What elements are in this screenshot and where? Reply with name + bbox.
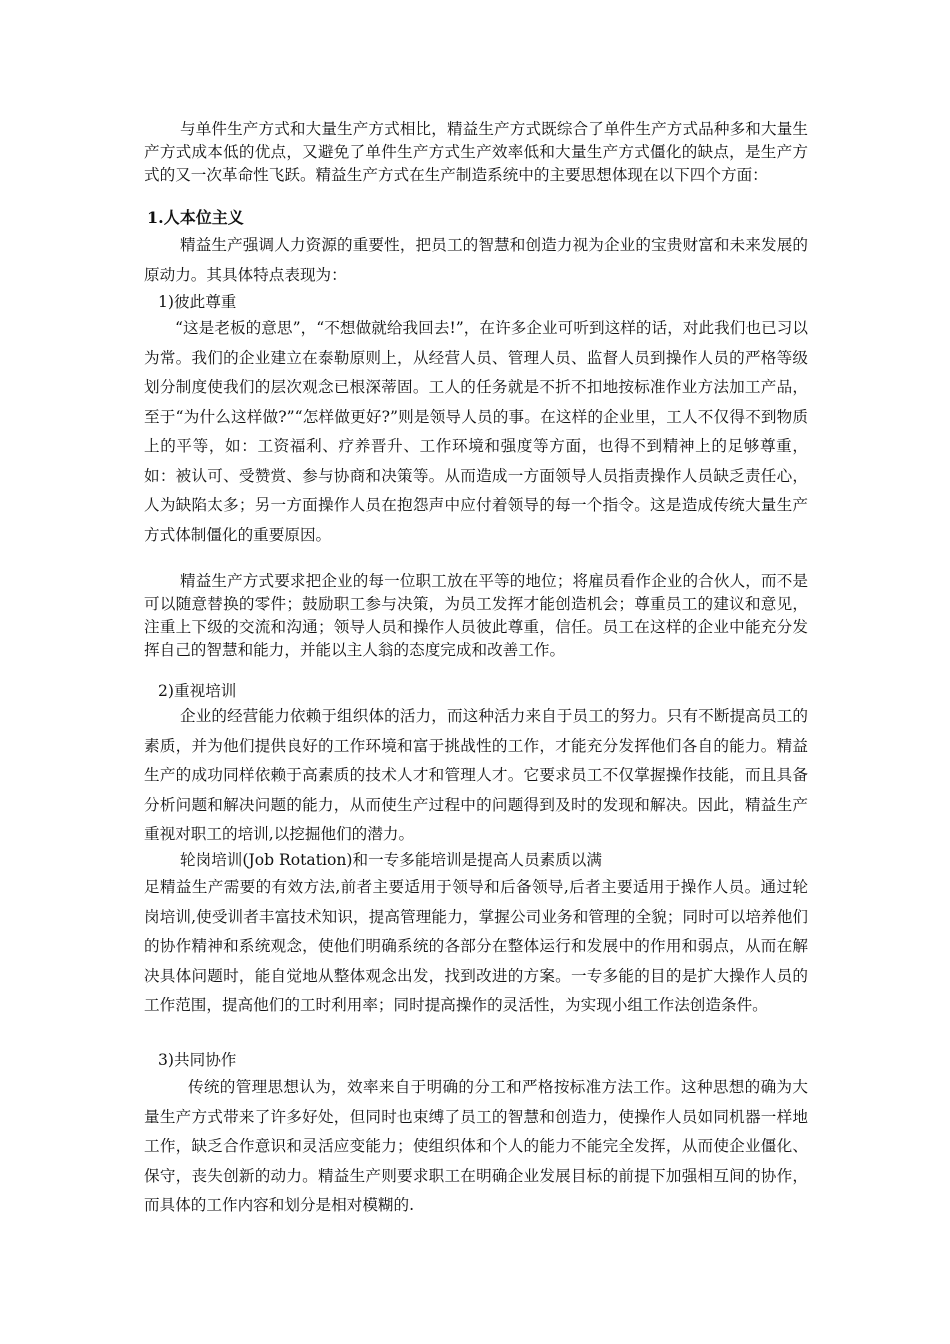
section-heading: 1.人本位主义	[147, 208, 244, 227]
section-intro-paragraph: 精益生产强调人力资源的重要性，把员工的智慧和创造力视为企业的宝贵财富和未来发展的原动力。其具体特点表现为：	[144, 236, 808, 284]
intro-paragraph: 与单件生产方式和大量生产方式相比，精益生产方式既综合了单件生产方式品种多和大量生产方式成本低的优点，又避免了单件生产方式生产效率低和大量生产方式僵化的缺点，是生产方式的又一次革命性飞跃。精益生产方式在生产制造系统中的主要思想体现在以下四个方面：	[144, 120, 808, 184]
subsection-heading: 1)彼此尊重	[158, 293, 237, 311]
body-paragraph: 足精益生产需要的有效方法,前者主要适用于领导和后备领导,后者主要适用于操作人员。通过轮岗培训,使受训者丰富技术知识，提高管理能力，掌握公司业务和管理的全貌；同时可以培养他们的协作精神和系统观念，使他们明确系统的各部分在整体运行和发展中的作用和弱点，从而在解决具体问题时，能自觉地从整体观念出发，找到改进的方案。一专多能的目的是扩大操作人员的工作范围，提高他们的工时利用率；同时提高操作的灵活性，为实现小组工作法创造条件。	[144, 878, 808, 1014]
subsection-heading: 2)重视培训	[158, 682, 237, 700]
body-paragraph: 精益生产方式要求把企业的每一位职工放在平等的地位；将雇员看作企业的合伙人，而不是可以随意替换的零件；鼓励职工参与决策，为员工发挥才能创造机会；尊重员工的建议和意见，注重上下级的交流和沟通；领导人员和操作人员彼此尊重，信任。员工在这样的企业中能充分发挥自己的智慧和能力，并能以主人翁的态度完成和改善工作。	[144, 572, 808, 659]
body-paragraph: “这是老板的意思”，“不想做就给我回去!”，在许多企业可听到这样的话，对此我们也已习以为常。我们的企业建立在泰勒原则上，从经营人员、管理人员、监督人员到操作人员的严格等级划分制度使我们的层次观念已根深蒂固。工人的任务就是不折不扣地按标准作业方法加工产品，至于“为什么这样做?”“怎样做更好?”则是领导人员的事。在这样的企业里，工人不仅得不到物质上的平等，如：工资福利、疗养晋升、工作环境和强度等方面，也得不到精神上的足够尊重，如：被认可、受赞赏、参与协商和决策等。从而造成一方面领导人员指责操作人员缺乏责任心，人为缺陷太多；另一方面操作人员在抱怨声中应付着领导的每一个指令。这是造成传统大量生产方式体制僵化的重要原因。	[144, 319, 808, 544]
body-paragraph-line: 轮岗培训(Job Rotation)和一专多能培训是提高人员素质以满	[180, 851, 602, 869]
body-paragraph: 企业的经营能力依赖于组织体的活力，而这种活力来自于员工的努力。只有不断提高员工的素质，并为他们提供良好的工作环境和富于挑战性的工作，才能充分发挥他们各自的能力。精益生产的成功同样依赖于高素质的技术人才和管理人才。它要求员工不仅掌握操作技能，而且具备分析问题和解决问题的能力，从而使生产过程中的问题得到及时的发现和解决。因此，精益生产重视对职工的培训,以挖掘他们的潜力。	[144, 707, 808, 843]
subsection-heading: 3)共同协作	[158, 1051, 237, 1069]
body-paragraph: 传统的管理思想认为，效率来自于明确的分工和严格按标准方法工作。这种思想的确为大量生产方式带来了许多好处，但同时也束缚了员工的智慧和创造力，使操作人员如同机器一样地工作，缺乏合作意识和灵活应变能力；使组织体和个人的能力不能完全发挥，从而使企业僵化、保守，丧失创新的动力。精益生产则要求职工在明确企业发展目标的前提下加强相互间的协作，而具体的工作内容和划分是相对模糊的.	[144, 1078, 808, 1214]
